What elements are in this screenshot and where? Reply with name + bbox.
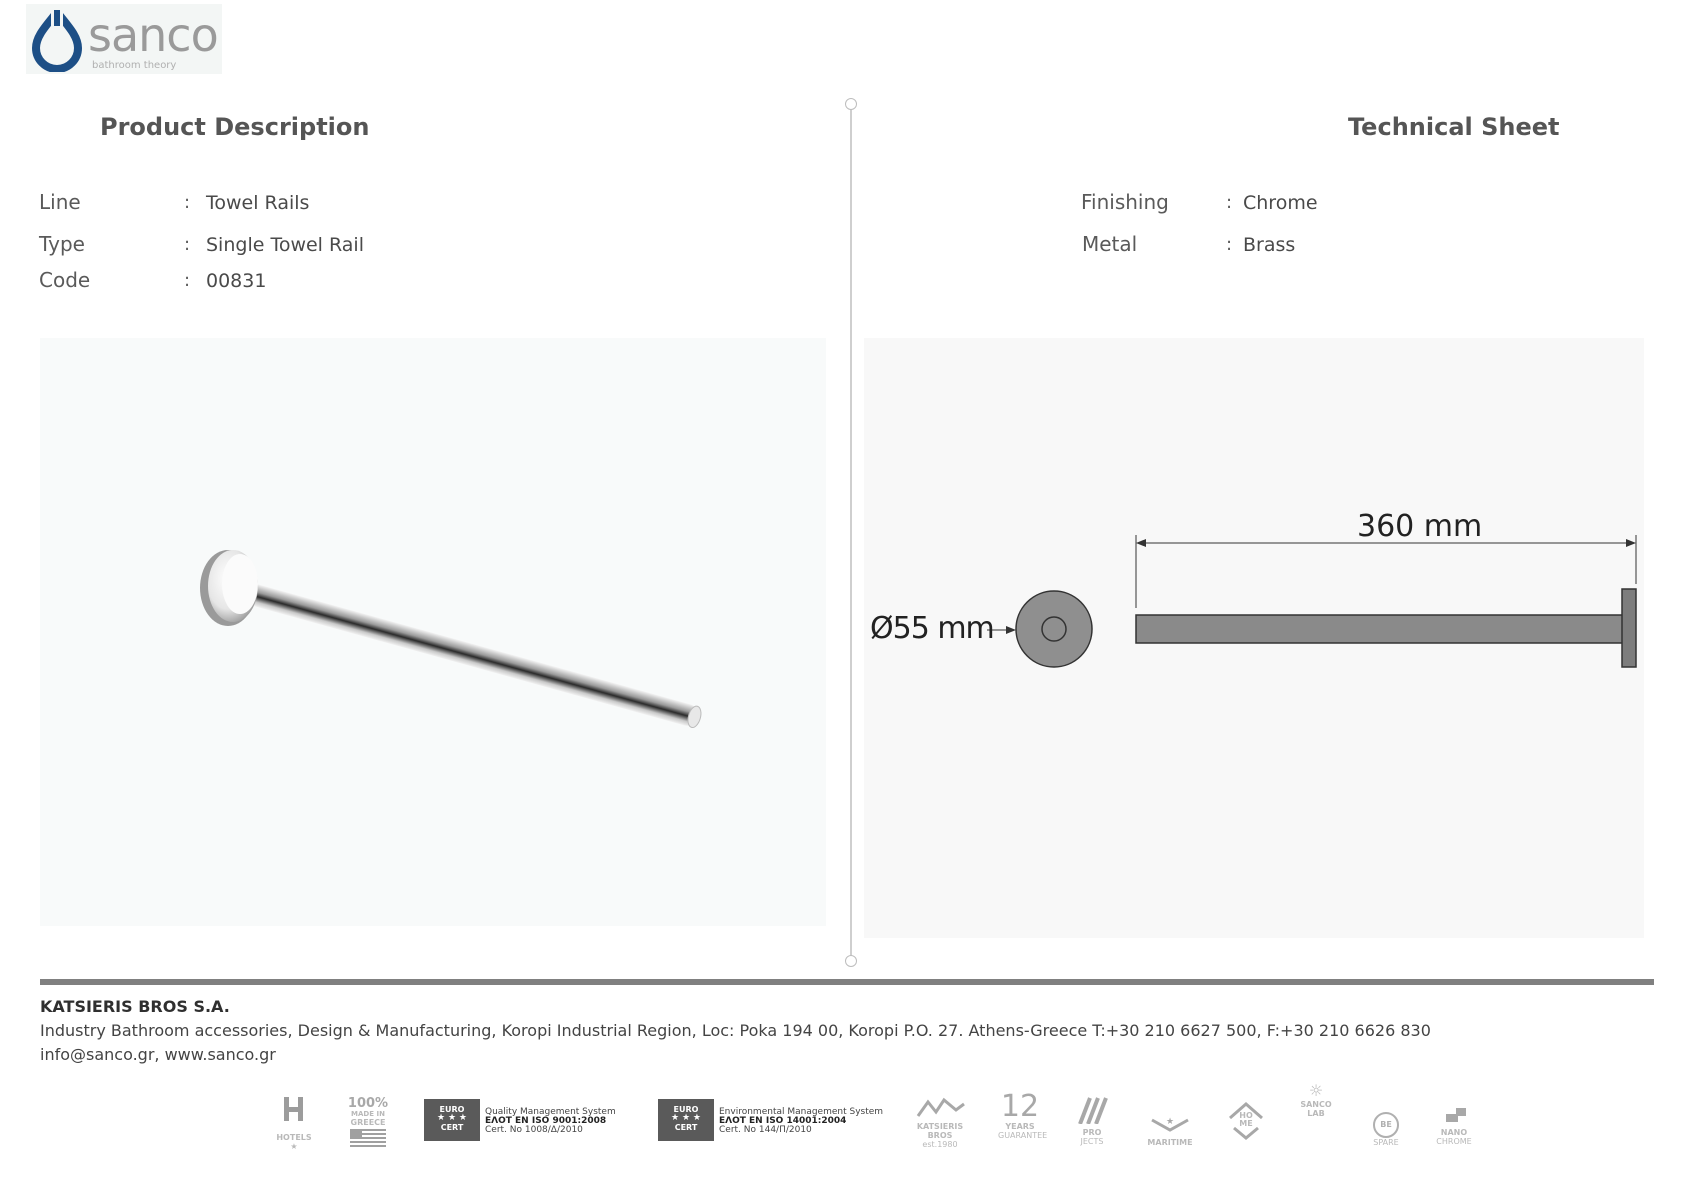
made-in-greece-badge: 100% MADE IN GREECE <box>346 1097 390 1151</box>
nano-cube-icon <box>1432 1106 1476 1124</box>
code-colon: : <box>184 270 191 291</box>
code-label: Code <box>39 268 91 292</box>
stars-icon: ★ ★ ★ <box>437 1113 467 1123</box>
type-value: Single Towel Rail <box>206 234 364 256</box>
metal-colon: : <box>1226 234 1233 255</box>
water-drop-icon <box>28 6 86 72</box>
hotel-building-icon <box>270 1095 318 1129</box>
slashes-icon <box>1070 1096 1114 1124</box>
home-badge: HO ME <box>1226 1100 1266 1144</box>
type-colon: : <box>184 234 191 255</box>
length-dimension-label: 360 mm <box>1357 509 1483 544</box>
spare-part-icon: BE <box>1373 1112 1399 1138</box>
line-value: Towel Rails <box>206 192 310 214</box>
product-description-title: Product Description <box>100 113 370 141</box>
eurocert-badge: EURO ★ ★ ★ CERT <box>658 1099 714 1141</box>
company-name: KATSIERIS BROS S.A. <box>40 997 230 1016</box>
company-address: Industry Bathroom accessories, Design & Manufacturing, Koropi Industrial Region, Loc: Poka 194 00, Koropi P.O. 27. Athens-Greece T:+30 210 6627 500, F:+30 210 6626 830 <box>40 1021 1431 1040</box>
rooftop-icon <box>912 1096 968 1118</box>
company-contact: info@sanco.gr, www.sanco.gr <box>40 1045 276 1064</box>
brand-name: sanco <box>88 8 218 62</box>
katsieris-bros-badge: KATSIERIS BROS est.1980 <box>912 1096 968 1149</box>
sanco-lab-badge: ☼ SANCO LAB <box>1296 1082 1336 1118</box>
line-label: Line <box>39 190 81 214</box>
column-divider <box>850 106 852 958</box>
technical-sheet-title: Technical Sheet <box>1348 113 1560 141</box>
finishing-value: Chrome <box>1243 192 1318 214</box>
product-photo <box>40 338 826 926</box>
iso-14001-certificate: EURO ★ ★ ★ CERT Environmental Management System ΕΛΟΤ EN ISO 14001:2004 Cert. No 144/Π/2010 <box>658 1099 878 1141</box>
projects-badge: PRO JECTS <box>1070 1096 1114 1146</box>
maritime-badge: ★ MARITIME <box>1142 1112 1198 1147</box>
divider-bottom-dot <box>845 955 857 967</box>
metal-label: Metal <box>1082 232 1138 256</box>
finishing-label: Finishing <box>1081 190 1169 214</box>
iso-9001-certificate: EURO ★ ★ ★ CERT Quality Management System ΕΛΟΤ EN ISO 9001:2008 Cert. No 1008/Δ/2010 <box>424 1099 634 1141</box>
spare-parts-badge: BE SPARE <box>1366 1112 1406 1147</box>
stars-icon: ★ ★ ★ <box>671 1113 701 1123</box>
eurocert-badge: EURO ★ ★ ★ CERT <box>424 1099 480 1141</box>
hotels-badge: HOTELS ★ <box>270 1095 318 1151</box>
ship-icon <box>1142 1112 1198 1134</box>
code-value: 00831 <box>206 270 267 292</box>
diameter-dimension-label: Ø55 mm <box>870 611 994 646</box>
towel-rail-render <box>40 338 826 926</box>
svg-text:★: ★ <box>1165 1117 1175 1127</box>
technical-drawing <box>864 338 1644 938</box>
greek-flag-icon <box>346 1127 390 1147</box>
guarantee-badge: 12 YEARS GUARANTEE <box>998 1089 1048 1140</box>
nano-chrome-badge: NANO CHROME <box>1432 1106 1476 1146</box>
type-label: Type <box>39 232 85 256</box>
divider-top-dot <box>845 98 857 110</box>
line-colon: : <box>184 192 191 213</box>
brand-tagline: bathroom theory <box>92 60 177 71</box>
footer-separator <box>40 979 1654 985</box>
metal-value: Brass <box>1243 234 1296 256</box>
star-icon: ★ <box>290 1142 298 1151</box>
sanco-logo <box>26 4 222 74</box>
lightbulb-icon: ☼ <box>1308 1081 1324 1100</box>
finishing-colon: : <box>1226 192 1233 213</box>
